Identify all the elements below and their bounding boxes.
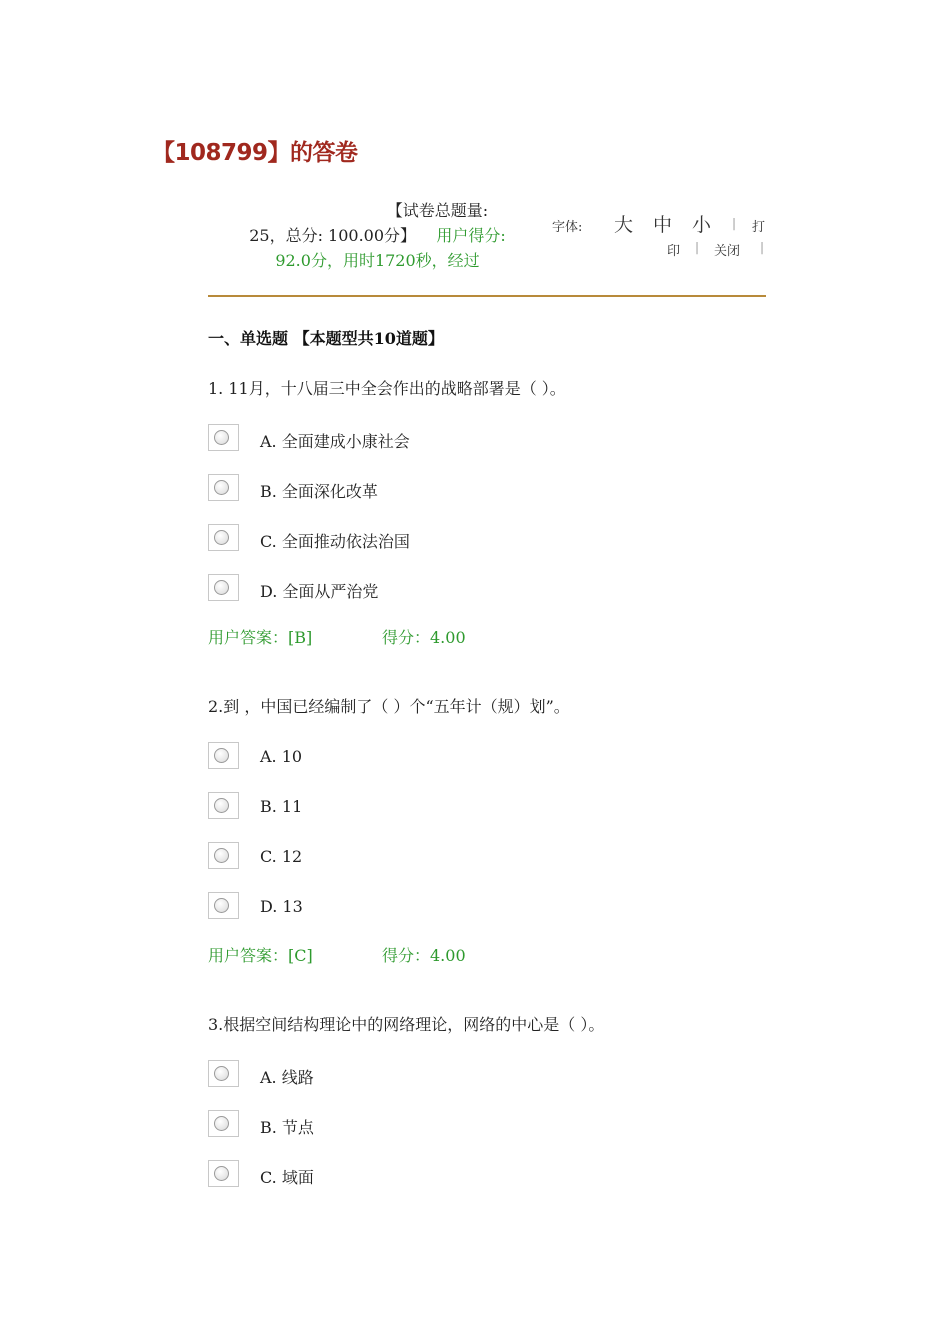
radio-circle-icon bbox=[214, 798, 229, 813]
answer-result bbox=[208, 943, 466, 966]
answer-score: 得分：4.00 bbox=[382, 946, 466, 965]
radio-circle-icon bbox=[214, 748, 229, 763]
radio-circle-icon bbox=[214, 1066, 229, 1081]
option-label: A. 10 bbox=[260, 747, 303, 766]
option-label: B. 11 bbox=[260, 797, 303, 816]
print-link-part1[interactable]: 打 bbox=[752, 220, 766, 235]
option-label: C. 全面推动依法治国 bbox=[260, 532, 410, 551]
option-label: A. 全面建成小康社会 bbox=[260, 432, 410, 451]
radio-button[interactable] bbox=[208, 742, 239, 769]
radio-circle-icon bbox=[214, 430, 229, 445]
close-link[interactable]: 关闭 bbox=[714, 244, 741, 259]
radio-circle-icon bbox=[214, 1116, 229, 1131]
option-label: A. 线路 bbox=[260, 1068, 314, 1087]
summary-line-3: 92.0分，用时1720秒，经过 bbox=[275, 251, 480, 270]
exam-summary bbox=[210, 198, 545, 273]
radio-circle-icon bbox=[214, 1166, 229, 1181]
radio-button[interactable] bbox=[208, 424, 239, 451]
summary-total: 25，总分: 100.00分】 bbox=[249, 226, 417, 245]
separator: | bbox=[695, 240, 700, 254]
radio-circle-icon bbox=[214, 480, 229, 495]
radio-circle-icon bbox=[214, 530, 229, 545]
radio-button[interactable] bbox=[208, 892, 239, 919]
option-label: D. 全面从严治党 bbox=[260, 582, 379, 601]
font-size-small-button[interactable]: 小 bbox=[692, 214, 712, 236]
option-label: C. 域面 bbox=[260, 1168, 314, 1187]
user-answer: 用户答案：[B] bbox=[208, 628, 313, 647]
answer-result bbox=[208, 625, 466, 648]
radio-circle-icon bbox=[214, 848, 229, 863]
font-size-large-button[interactable]: 大 bbox=[614, 214, 634, 236]
option-label: B. 节点 bbox=[260, 1118, 314, 1137]
radio-button[interactable] bbox=[208, 524, 239, 551]
font-size-medium-button[interactable]: 中 bbox=[653, 214, 673, 236]
separator: | bbox=[760, 240, 765, 254]
radio-button[interactable] bbox=[208, 1060, 239, 1087]
font-label: 字体: bbox=[552, 220, 583, 235]
radio-circle-icon bbox=[214, 898, 229, 913]
user-answer: 用户答案：[C] bbox=[208, 946, 313, 965]
option-label: C. 12 bbox=[260, 847, 303, 866]
print-link-part2[interactable]: 印 bbox=[667, 244, 681, 259]
radio-button[interactable] bbox=[208, 574, 239, 601]
separator: | bbox=[732, 216, 737, 230]
radio-button[interactable] bbox=[208, 842, 239, 869]
section-title: 一、单选题 【本题型共10道题】 bbox=[208, 329, 444, 348]
radio-circle-icon bbox=[214, 580, 229, 595]
question-text: 3.根据空间结构理论中的网络理论，网络的中心是（ ）。 bbox=[208, 1015, 605, 1034]
option-label: B. 全面深化改革 bbox=[260, 482, 378, 501]
option-label: D. 13 bbox=[260, 897, 303, 916]
radio-button[interactable] bbox=[208, 474, 239, 501]
radio-button[interactable] bbox=[208, 1160, 239, 1187]
page-title: 【108799】的答卷 bbox=[152, 140, 358, 166]
question-text: 1. 11月，十八届三中全会作出的战略部署是（ ）。 bbox=[208, 379, 566, 398]
summary-user-score-label: 用户得分: bbox=[436, 226, 506, 245]
answer-score: 得分：4.00 bbox=[382, 628, 466, 647]
summary-line-2 bbox=[210, 223, 545, 248]
radio-button[interactable] bbox=[208, 792, 239, 819]
question-text: 2.到 ，中国已经编制了（ ）个“五年计（规）划”。 bbox=[208, 697, 570, 716]
radio-button[interactable] bbox=[208, 1110, 239, 1137]
header-divider bbox=[208, 295, 766, 297]
summary-line-1: 【试卷总题量: bbox=[386, 201, 489, 220]
